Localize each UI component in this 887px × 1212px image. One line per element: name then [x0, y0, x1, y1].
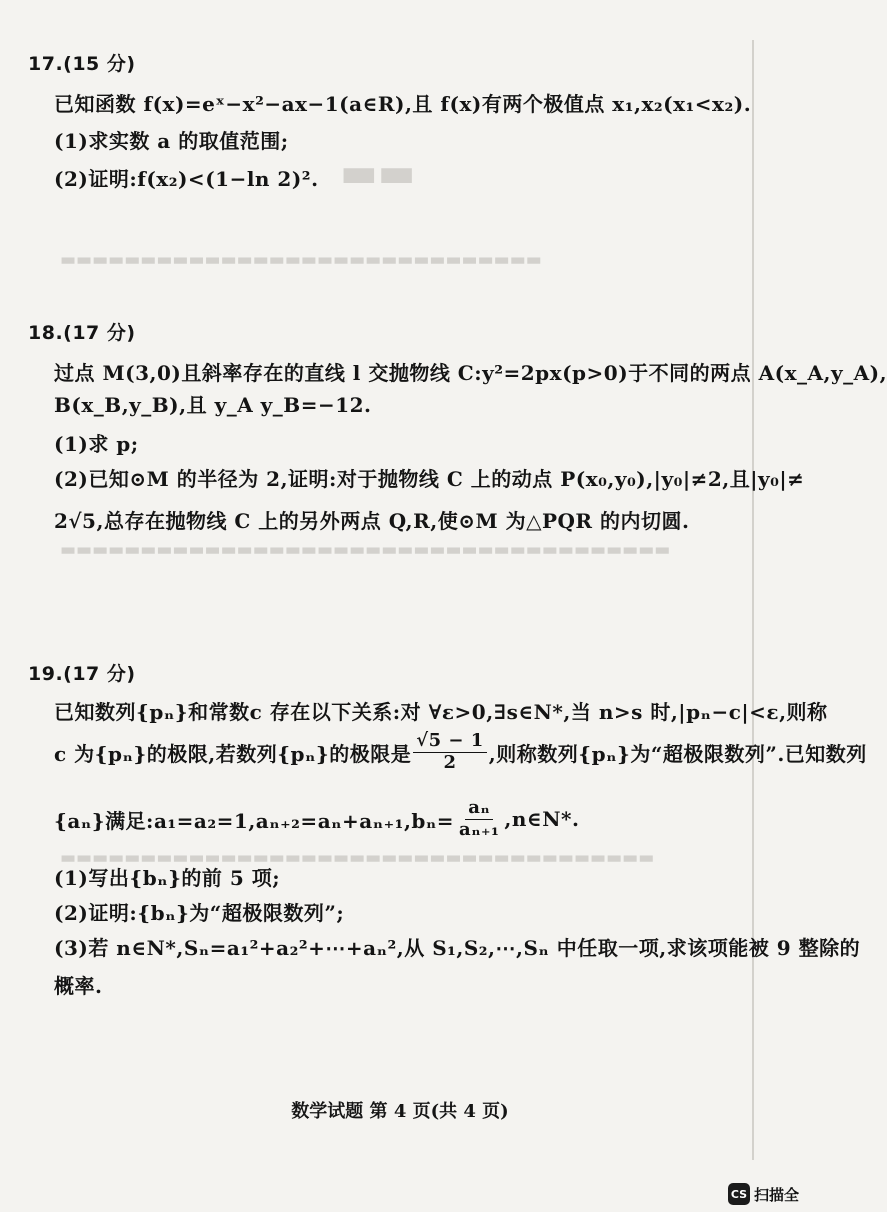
limit-numerator: √5 − 1 [413, 731, 487, 753]
q19-stem-line3-after: ,n∈N*. [504, 807, 580, 832]
q19-part1: (1)写出{bₙ}的前 5 项; [54, 866, 281, 890]
bleed-through-block: ▬▬ [340, 150, 416, 196]
q19-header: 19.(17 分) [28, 663, 136, 685]
q17-part2: (2)证明:f(x₂)<(1−ln 2)². [54, 167, 319, 191]
q19-part2: (2)证明:{bₙ}为“超极限数列”; [54, 901, 345, 925]
b-fraction [456, 798, 502, 840]
q19-stem-line2 [54, 731, 867, 773]
limit-fraction [413, 731, 487, 773]
q18-part2-line1: (2)已知⊙M 的半径为 2,证明:对于抛物线 C 上的动点 P(x₀,y₀),|y₀|≠2,且|y₀|≠ [54, 467, 805, 491]
camscanner-icon: CS [728, 1183, 750, 1205]
bleed-through-block: ▬▬▬▬▬▬▬▬▬▬▬▬▬▬▬▬▬▬▬▬▬▬▬▬▬▬▬▬▬▬▬▬▬▬▬▬▬ [60, 848, 655, 868]
q19-part3-line2: 概率. [54, 974, 103, 998]
q19-stem-line3-before: {aₙ}满足:a₁=a₂=1,aₙ₊₂=aₙ+aₙ₊₁,bₙ= [54, 808, 455, 833]
scanner-label: 扫描全 [754, 1185, 800, 1204]
q19-stem-line1: 已知数列{pₙ}和常数c 存在以下关系:对 ∀ε>0,∃s∈N*,当 n>s 时,|pₙ−c|<ε,则称 [54, 700, 828, 724]
q19-stem-line3 [54, 798, 579, 840]
q19-part3-line1: (3)若 n∈N*,Sₙ=a₁²+a₂²+⋯+aₙ²,从 S₁,S₂,⋯,Sₙ 中任取一项,求该项能被 9 整除的 [54, 936, 861, 960]
q17-header: 17.(15 分) [28, 53, 136, 75]
q18-header: 18.(17 分) [28, 322, 136, 344]
b-denominator: aₙ₊₁ [459, 818, 500, 840]
q18-stem-line2: B(x_B,y_B),且 y_A y_B=−12. [54, 393, 372, 417]
b-numerator: aₙ [465, 798, 493, 820]
scanner-watermark [728, 1183, 799, 1205]
fold-line [752, 40, 754, 1160]
q17-part1: (1)求实数 a 的取值范围; [54, 129, 289, 153]
q18-part1: (1)求 p; [54, 432, 139, 456]
bleed-through-block: ▬▬▬▬▬▬▬▬▬▬▬▬▬▬▬▬▬▬▬▬▬▬▬▬▬▬▬▬▬▬▬▬▬▬▬▬▬▬ [60, 540, 671, 560]
q19-stem-line2-after: ,则称数列{pₙ}为“超极限数列”.已知数列 [488, 741, 867, 766]
q19-stem-line2-before: c 为{pₙ}的极限,若数列{pₙ}的极限是 [54, 741, 412, 766]
page-footer: 数学试题 第 4 页(共 4 页) [291, 1101, 509, 1122]
q18-stem-line1: 过点 M(3,0)且斜率存在的直线 l 交抛物线 C:y²=2px(p>0)于不同的两点 A(x_A,y_A), [54, 361, 887, 385]
q17-stem: 已知函数 f(x)=eˣ−x²−ax−1(a∈R),且 f(x)有两个极值点 x₁,x₂(x₁<x₂). [54, 92, 752, 116]
limit-denominator: 2 [443, 751, 457, 773]
q18-part2-line2: 2√5,总存在抛物线 C 上的另外两点 Q,R,使⊙M 为△PQR 的内切圆. [54, 509, 690, 533]
bleed-through-block: ▬▬▬▬▬▬▬▬▬▬▬▬▬▬▬▬▬▬▬▬▬▬▬▬▬▬▬▬▬▬ [60, 250, 542, 270]
